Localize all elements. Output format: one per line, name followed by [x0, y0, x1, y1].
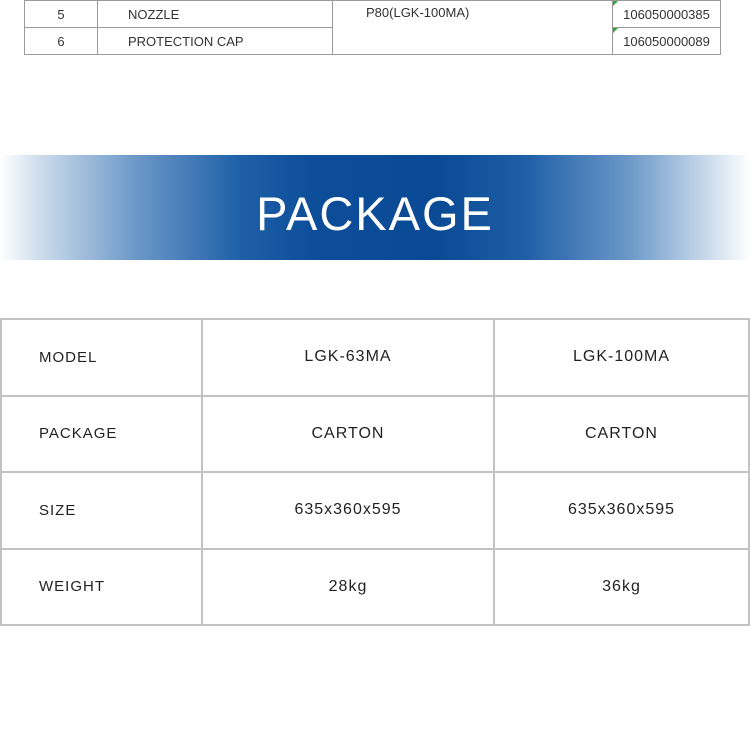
- table-header-row: [1, 319, 749, 396]
- table-cell: CARTON: [494, 396, 749, 473]
- row-label-weight: WEIGHT: [1, 549, 202, 626]
- table-cell: 635x360x595: [494, 472, 749, 549]
- table-cell: 36kg: [494, 549, 749, 626]
- part-number: 5: [25, 1, 98, 28]
- model-col-2: LGK-100MA: [494, 319, 749, 396]
- section-title: PACKAGE: [256, 187, 494, 240]
- table-cell: 28kg: [202, 549, 494, 626]
- table-cell: 635x360x595: [202, 472, 494, 549]
- section-banner: [0, 155, 750, 260]
- model-col-1: LGK-63MA: [202, 319, 494, 396]
- part-code: 106050000089: [613, 28, 721, 55]
- row-label-package: PACKAGE: [1, 396, 202, 473]
- part-number: 6: [25, 28, 98, 55]
- part-name: PROTECTION CAP: [98, 28, 333, 55]
- table-row: [25, 1, 721, 28]
- table-row: [1, 549, 749, 626]
- table-cell: CARTON: [202, 396, 494, 473]
- model-note: P80(LGK-100MA): [333, 1, 613, 55]
- part-code: 106050000385: [613, 1, 721, 28]
- table-row: [1, 396, 749, 473]
- row-label-size: SIZE: [1, 472, 202, 549]
- package-table: [0, 318, 750, 626]
- parts-table: [24, 0, 721, 55]
- part-name: NOZZLE: [98, 1, 333, 28]
- row-label-model: MODEL: [1, 319, 202, 396]
- table-row: [1, 472, 749, 549]
